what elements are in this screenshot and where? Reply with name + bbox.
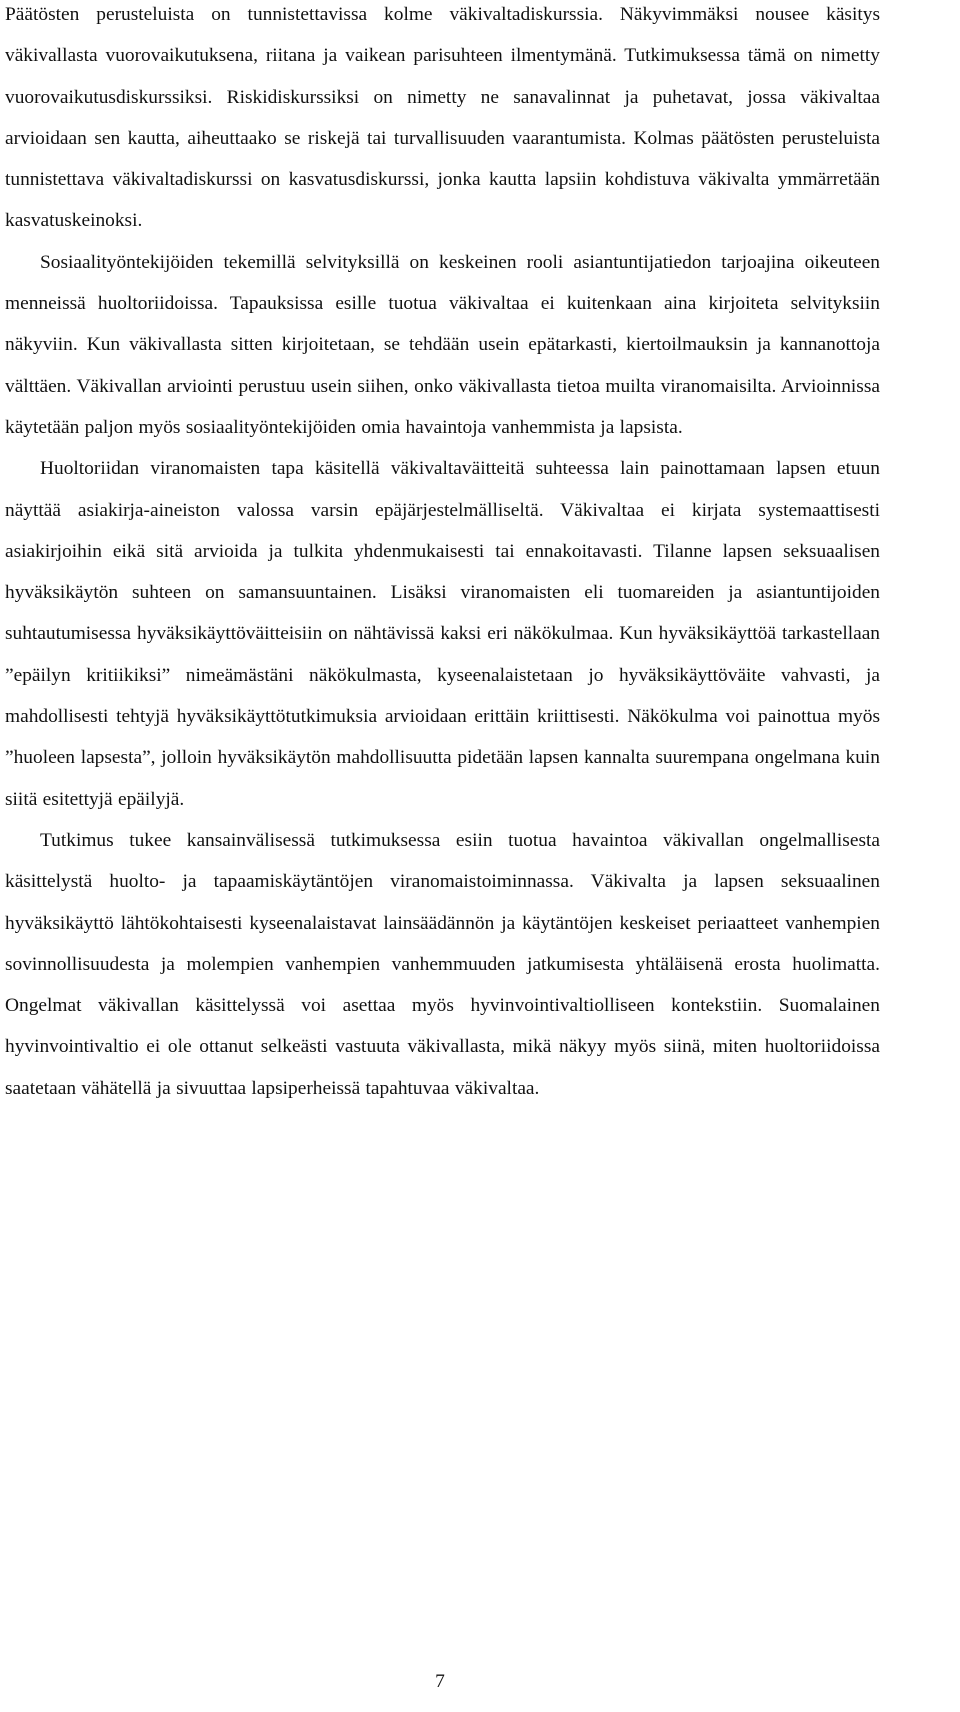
- paragraph-international-research: Tutkimus tukee kansainvälisessä tutkimuksessa esiin tuotua havaintoa väkivallan ongelmallisesta käsittelystä huolto- ja tapaamiskäytäntöjen viranomaistoiminnassa. Väkivalta ja lapsen seksuaalinen hyväksikäyttö lähtökohtaisesti kyseenalaistavat lainsäädännön ja käytäntöjen keskeiset periaatteet vanhempien sovinnollisuudesta ja molempien vanhempien vanhemmuuden jatkumisesta yhtäläisenä erosta huolimatta. Ongelmat väkivallan käsittelyssä voi asettaa myös hyvinvointivaltiolliseen kontekstiin. Suomalainen hyvinvointivaltio ei ole ottanut selkeästi vastuuta väkivallasta, mikä näkyy myös siinä, miten huoltoriidoissa saatetaan vähätellä ja sivuuttaa lapsiperheissä tapahtuvaa väkivaltaa.: [5, 829, 880, 1099]
- paragraph-social-work-reports: Sosiaalityöntekijöiden tekemillä selvityksillä on keskeinen rooli asiantuntijatiedon tarjoajina oikeuteen menneissä huoltoriidoissa. Tapauksissa esille tuotua väkivaltaa ei kuitenkaan aina kirjoiteta selvityksiin näkyviin. Kun väkivallasta sitten kirjoitetaan, se tehdään usein epätarkasti, kiertoilmauksin ja kannanottoja välttäen. Väkivallan arviointi perustuu usein siihen, onko väkivallasta tietoa muilta viranomaisilta. Arvioinnissa käytetään paljon myös sosiaalityöntekijöiden omia havaintoja vanhemmista ja lapsista.: [5, 251, 880, 438]
- page-number: 7: [435, 1671, 445, 1692]
- body-text: [5, 0, 880, 1109]
- paragraph-discourses: Päätösten perusteluista on tunnistettavissa kolme väkivaltadiskurssia. Näkyvimmäksi nousee käsitys väkivallasta vuorovaikutuksena, riitana ja vaikean parisuhteen ilmentymänä. Tutkimuksessa tämä on nimetty vuorovaikutusdiskurssiksi. Riskidiskurssiksi on nimetty ne sanavalinnat ja puhetavat, jossa väkivaltaa arvioidaan sen kautta, aiheuttaako se riskejä tai turvallisuuden vaarantumista. Kolmas päätösten perusteluista tunnistettava väkivaltadiskurssi on kasvatusdiskurssi, jonka kautta lapsiin kohdistuva väkivalta ymmärretään kasvatuskeinoksi.: [5, 4, 880, 232]
- paragraph-authorities-approach: Huoltoriidan viranomaisten tapa käsitellä väkivaltaväitteitä suhteessa lain painottamaan lapsen etuun näyttää asiakirja-aineiston valossa varsin epäjärjestelmälliseltä. Väkivaltaa ei kirjata systemaattisesti asiakirjoihin eikä sitä arvioida ja tulkita yhdenmukaisesti tai ennakoitavasti. Tilanne lapsen seksuaalisen hyväksikäytön suhteen on samansuuntainen. Lisäksi viranomaisten eli tuomareiden ja asiantuntijoiden suhtautumisessa hyväksikäyttöväitteisiin on nähtävissä kaksi eri näkökulmaa. Kun hyväksikäyttöä tarkastellaan ”epäilyn kritiikiksi” nimeämästäni näkökulmasta, kyseenalaistetaan jo hyväksikäyttöväite vahvasti, ja mahdollisesti tehtyjä hyväksikäyttötutkimuksia arvioidaan erittäin kriittisesti. Näkökulma voi painottua myös ”huoleen lapsesta”, jolloin hyväksikäytön mahdollisuutta pidetään lapsen kannalta suurempana ongelmana kuin siitä esitettyjä epäilyjä.: [5, 458, 880, 810]
